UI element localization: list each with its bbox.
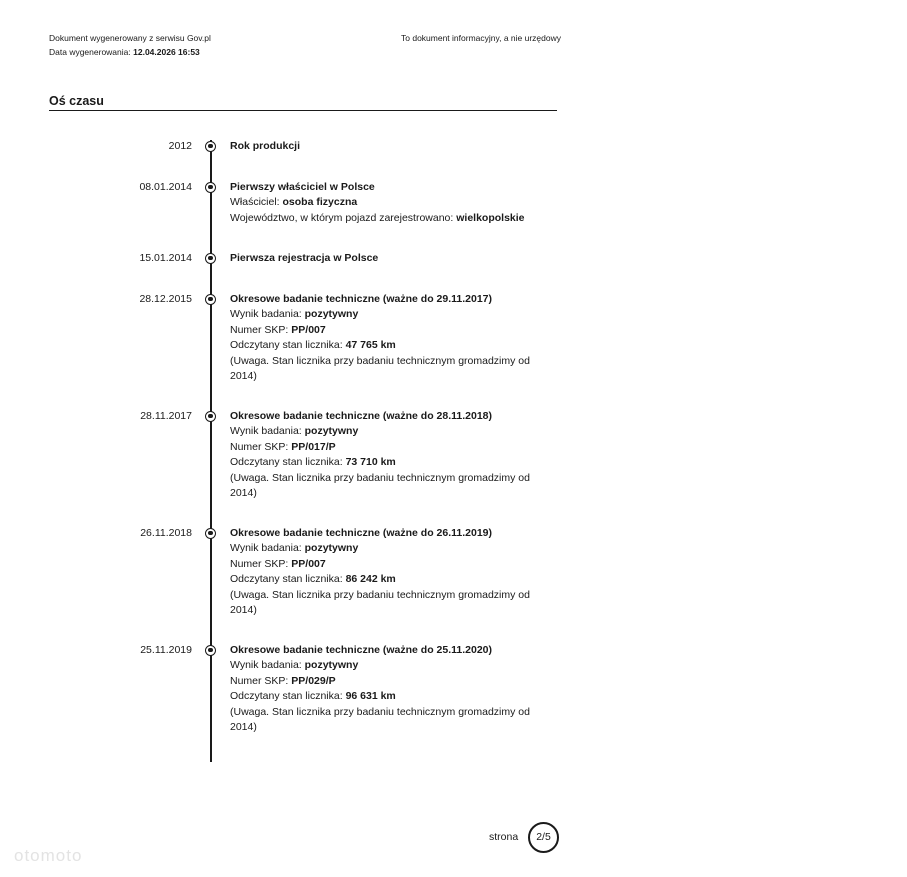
result-value: pozytywny [304, 425, 359, 438]
odometer-value: 86 242 km [345, 573, 396, 586]
odometer-line [230, 572, 530, 587]
result-label: Wynik badania: [230, 425, 302, 438]
odometer-line [230, 455, 530, 470]
event-body [230, 292, 530, 384]
event-title: Okresowe badanie techniczne (ważne do 29.11.2017) [230, 293, 493, 305]
event-body [230, 251, 530, 266]
skp-line [230, 674, 530, 689]
timeline-dot-icon [205, 528, 216, 539]
skp-label: Numer SKP: [230, 440, 289, 453]
event-body [230, 139, 530, 154]
odometer-label: Odczytany stan licznika: [230, 339, 343, 352]
event-body [230, 409, 530, 501]
event-date: 26.11.2018 [140, 527, 192, 539]
odometer-label: Odczytany stan licznika: [230, 456, 343, 469]
skp-label: Numer SKP: [230, 674, 289, 687]
result-value: pozytywny [304, 542, 359, 555]
event-title: Okresowe badanie techniczne (ważne do 25.11.2020) [230, 644, 493, 656]
event-title: Rok produkcji [230, 140, 301, 152]
odometer-line [230, 338, 530, 353]
event-date: 15.01.2014 [139, 252, 192, 264]
event-date: 2012 [168, 140, 192, 152]
odometer-label: Odczytany stan licznika: [230, 690, 343, 703]
timeline-dot-icon [205, 141, 216, 152]
odometer-value: 47 765 km [345, 339, 396, 352]
generated-date [49, 45, 211, 59]
skp-line [230, 323, 530, 338]
odometer-value: 73 710 km [345, 456, 396, 469]
skp-line [230, 557, 530, 572]
skp-line [230, 440, 530, 455]
timeline-line [210, 140, 212, 762]
event-title: Pierwszy właściciel w Polsce [230, 181, 375, 193]
result-label: Wynik badania: [230, 308, 302, 321]
odometer-line [230, 689, 530, 704]
skp-value: PP/029/P [291, 674, 336, 687]
event-title: Pierwsza rejestracja w Polsce [230, 252, 379, 264]
voivodeship-label: Województwo, w którym pojazd zarejestrowano: [230, 211, 454, 224]
owner-value: osoba fizyczna [282, 196, 358, 209]
event-date: 25.11.2019 [140, 644, 192, 656]
watermark: otomoto [14, 846, 83, 865]
generated-source: Dokument wygenerowany z serwisu Gov.pl [49, 33, 211, 43]
odometer-note: (Uwaga. Stan licznika przy badaniu technicznym gromadzimy od 2014) [230, 354, 530, 383]
skp-value: PP/007 [291, 557, 326, 570]
timeline-dot-icon [205, 411, 216, 422]
odometer-note: (Uwaga. Stan licznika przy badaniu technicznym gromadzimy od 2014) [230, 705, 530, 734]
generated-date-label: Data wygenerowania: [49, 47, 131, 57]
page-number: 2/5 [528, 822, 559, 853]
result-line [230, 424, 530, 439]
section-title: Oś czasu [49, 94, 104, 108]
odometer-value: 96 631 km [345, 690, 396, 703]
skp-value: PP/007 [291, 323, 326, 336]
event-date: 08.01.2014 [139, 181, 192, 193]
voivodeship-value: wielkopolskie [456, 211, 525, 224]
event-body [230, 643, 530, 735]
event-body [230, 526, 530, 618]
skp-value: PP/017/P [291, 440, 336, 453]
result-label: Wynik badania: [230, 542, 302, 555]
result-value: pozytywny [304, 308, 359, 321]
page-label: strona [489, 831, 519, 843]
owner-label: Właściciel: [230, 196, 280, 209]
odometer-label: Odczytany stan licznika: [230, 573, 343, 586]
event-title: Okresowe badanie techniczne (ważne do 26.11.2019) [230, 527, 493, 539]
result-line [230, 541, 530, 556]
header-left [49, 31, 211, 59]
owner-line [230, 195, 530, 210]
timeline-dot-icon [205, 253, 216, 264]
result-line [230, 658, 530, 673]
odometer-note: (Uwaga. Stan licznika przy badaniu technicznym gromadzimy od 2014) [230, 588, 530, 617]
voivodeship-line [230, 211, 530, 226]
timeline-dot-icon [205, 294, 216, 305]
result-label: Wynik badania: [230, 659, 302, 672]
timeline-dot-icon [205, 182, 216, 193]
event-body [230, 180, 530, 226]
skp-label: Numer SKP: [230, 557, 289, 570]
skp-label: Numer SKP: [230, 323, 289, 336]
event-date: 28.12.2015 [139, 293, 192, 305]
header-notice: To dokument informacyjny, a nie urzędowy [401, 33, 562, 43]
timeline-dot-icon [205, 645, 216, 656]
section-divider [49, 110, 557, 111]
generated-date-value: 12.04.2026 16:53 [133, 47, 200, 57]
odometer-note: (Uwaga. Stan licznika przy badaniu technicznym gromadzimy od 2014) [230, 471, 530, 500]
result-value: pozytywny [304, 659, 359, 672]
event-date: 28.11.2017 [140, 410, 192, 422]
result-line [230, 307, 530, 322]
event-title: Okresowe badanie techniczne (ważne do 28.11.2018) [230, 410, 493, 422]
